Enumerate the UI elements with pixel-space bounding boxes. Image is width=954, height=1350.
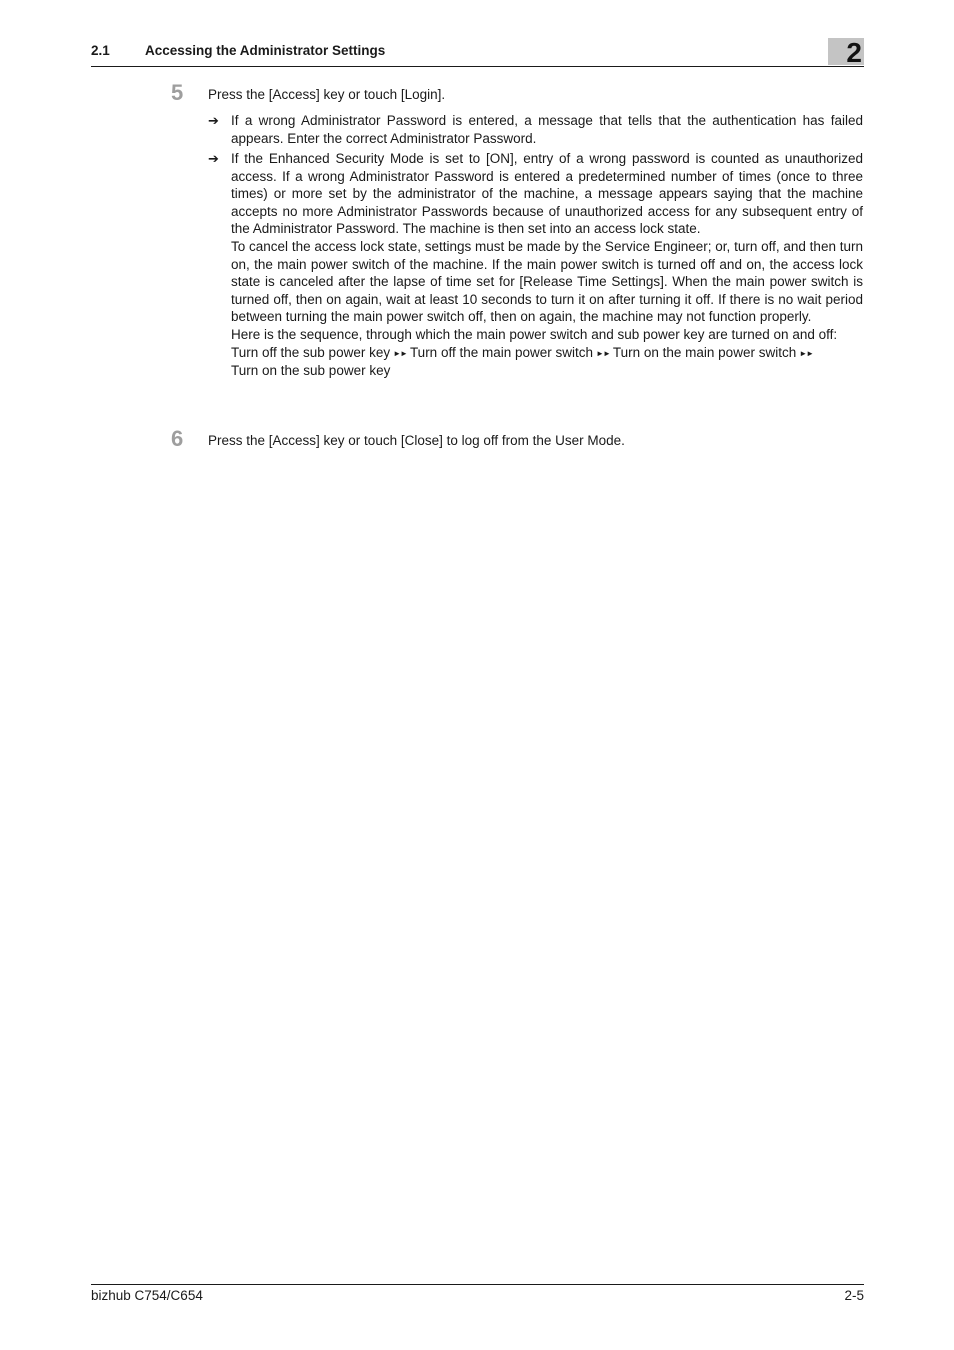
double-arrow-icon: ►► bbox=[596, 348, 610, 358]
step-number: 5 bbox=[171, 80, 184, 105]
step-text: Press the [Access] key or touch [Close] to log off from the User Mode. bbox=[208, 433, 625, 448]
page-number: 2-5 bbox=[844, 1288, 864, 1303]
arrow-icon: ➔ bbox=[208, 151, 219, 166]
page-footer bbox=[91, 1284, 864, 1303]
product-name: bizhub C754/C654 bbox=[91, 1288, 203, 1303]
note-paragraph: Here is the sequence, through which the main power switch and sub power key are turned on and off: bbox=[231, 326, 838, 342]
sequence-step: Turn on the main power switch bbox=[612, 344, 797, 360]
note-paragraph: If a wrong Administrator Password is entered, a message that tells that the authentication has failed appears. Enter the correct Administrator Password. bbox=[231, 113, 863, 146]
section-title: Accessing the Administrator Settings bbox=[145, 43, 386, 58]
page-header bbox=[91, 37, 864, 68]
note-text bbox=[231, 112, 863, 147]
sequence-step: Turn on the sub power key bbox=[231, 363, 391, 379]
step-number: 6 bbox=[171, 426, 184, 451]
double-arrow-icon: ►► bbox=[393, 348, 407, 358]
note-paragraph: To cancel the access lock state, settings must be made by the Service Engineer; or, turn off, and then turn on, the main power switch of the machine. If the main power switch is turned off and on, the access lock state is canceled after the lapse of time set for [Release Time Settings]. When the main power switch is turned off, then on again, wait at least 10 seconds to turn it on after turning it off. If there is no wait period between turning the main power switch off, then on again, the machine may not function properly. bbox=[231, 238, 863, 325]
sequence-step: Turn off the main power switch bbox=[409, 344, 594, 360]
step-text: Press the [Access] key or touch [Login]. bbox=[208, 87, 446, 102]
power-sequence bbox=[231, 344, 863, 380]
note-text bbox=[231, 150, 863, 380]
arrow-icon: ➔ bbox=[208, 113, 219, 128]
note-paragraph: If the Enhanced Security Mode is set to [ON], entry of a wrong password is counted as unauthorized access. If a wrong Administrator Password is entered a predetermined number of times (once to three times) or more set by the administrator of the machine, a message appears saying that the machine accepts no more Administrator Passwords because of unauthorized access for any subsequent entry of the Administrator Password. The machine is then set into an access lock state. bbox=[231, 151, 863, 237]
sequence-step: Turn off the sub power key bbox=[231, 344, 391, 360]
chapter-number: 2 bbox=[846, 37, 862, 68]
double-arrow-icon: ►► bbox=[799, 348, 814, 358]
section-number: 2.1 bbox=[91, 43, 110, 58]
